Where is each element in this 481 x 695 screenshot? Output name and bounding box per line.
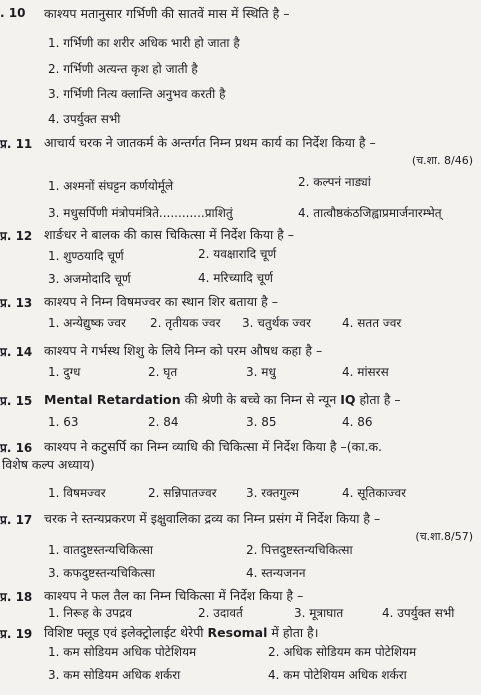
option-3: 3. कफदुष्टस्तन्यचिकित्सा	[48, 566, 155, 580]
question-number: प्र. 14	[0, 345, 33, 359]
option-4: 4. कम पोटेशियम अधिक शर्करा	[268, 668, 407, 682]
option-2: 2. अधिक सोडियम कम पोटेशियम	[268, 645, 417, 659]
reference: (च.शा.8/57)	[415, 530, 473, 543]
option-1: 1. कम सोडियम अधिक पोटेशियम	[48, 645, 197, 659]
option-3: 3. अजमोदादि चूर्ण	[48, 272, 131, 286]
option-3: 3. चतुर्थक ज्वर	[242, 316, 311, 330]
option-4: 4. मरिच्यादि चूर्ण	[198, 271, 273, 285]
option-1: 1. विषमज्वर	[48, 486, 106, 500]
reference: (च.शा. 8/46)	[411, 154, 473, 167]
option-2: 2. उदावर्त	[198, 606, 243, 620]
question-text: काश्यप ने गर्भस्थ शिशु के लिये निम्न को परम औषध कहा है –	[44, 343, 323, 358]
question-number: प्र. 18	[0, 590, 33, 604]
question-text: शार्ङधर ने बालक की कास चिकित्सा में निर्देश किया है –	[44, 227, 295, 242]
question-text: काश्यप ने निम्न विषमज्वर का स्थान शिर बताया है –	[44, 294, 278, 309]
question-number: प्र. 16	[0, 441, 33, 455]
option-1: 1. 63	[48, 415, 79, 429]
option-2: 2. तृतीयक ज्वर	[150, 316, 221, 330]
option-1: 1. गर्भिणी का शरीर अधिक भारी हो जाता है	[48, 36, 240, 50]
question-number: प्र. 15	[0, 394, 33, 408]
question-text: आचार्य चरक ने जातकर्म के अन्तर्गत निम्न प्रथम कार्य का निर्देश किया है –	[44, 135, 376, 150]
question-number: प्र. 17	[0, 513, 33, 527]
option-3: 3. मधु	[246, 365, 276, 379]
question-text-continued: विशेष कल्प अध्याय)	[2, 457, 95, 472]
option-4: 4. स्तन्यजनन	[246, 566, 306, 580]
option-4: 4. 86	[342, 415, 373, 429]
option-2: 2. कल्पनं नाड्यां	[298, 175, 371, 189]
option-3: 3. गर्भिणी नित्य क्लान्ति अनुभव करती है	[48, 87, 226, 101]
option-3: 3. रक्तगुल्म	[246, 486, 300, 500]
option-2: 2. सन्निपातज्वर	[148, 486, 217, 500]
option-3: 3. मूत्राघात	[294, 606, 344, 620]
option-2: 2. पित्तदुष्टस्तन्यचिकित्सा	[246, 543, 353, 557]
option-1: 1. निरूह के उपद्रव	[48, 606, 133, 620]
option-4: 4. मांसरस	[342, 365, 389, 379]
option-2: 2. 84	[148, 415, 179, 429]
option-1: 1. शुण्ठयादि चूर्ण	[48, 249, 124, 263]
question-text: काश्यप ने कटुसर्पि का निम्न व्याधि की चिकित्सा में निर्देश किया है –(का.क.	[44, 439, 383, 454]
question-number: प्र. 19	[0, 627, 33, 641]
option-3: 3. मधुसर्पिणी मंत्रोपमंत्रिते............प्राशितुं	[48, 206, 233, 220]
option-4: 4. उपर्युक्त सभी	[48, 112, 121, 126]
option-2: 2. यवक्षारादि चूर्ण	[198, 247, 277, 261]
option-1: 1. दुग्ध	[48, 365, 81, 379]
option-4: 4. उपर्युक्त सभी	[382, 606, 455, 620]
option-4: 4. सतत ज्वर	[342, 316, 402, 330]
question-text: काश्यप मतानुसार गर्भिणी की सातवें मास में स्थिति है –	[44, 6, 290, 21]
question-number: . 10	[0, 6, 26, 20]
question-number: प्र. 12	[0, 229, 33, 243]
option-3: 3. 85	[246, 415, 277, 429]
option-1: 1. अश्मनों संघट्टन कर्णयोर्मूले	[48, 179, 174, 193]
option-1: 1. अन्येद्युष्क ज्वर	[48, 316, 126, 330]
option-2: 2. घृत	[148, 365, 178, 379]
question-text: चरक ने स्तन्यप्रकरण में इक्षुवालिका द्रव्य का निम्न प्रसंग में निर्देश किया है –	[44, 511, 381, 526]
option-4: 4. सूतिकाज्वर	[342, 486, 407, 500]
question-number: प्र. 11	[0, 137, 33, 151]
option-4: 4. तात्वौष्ठकंठजिह्वाप्रमार्जनारम्भेत्	[298, 206, 442, 220]
option-3: 3. कम सोडियम अधिक शर्करा	[48, 668, 181, 682]
question-number: प्र. 13	[0, 296, 33, 310]
question-text: विशिष्ट फ्लूड एवं इलेक्ट्रोलाईट थेरेपी Resomal में होता है।	[44, 625, 319, 640]
question-text: काश्यप ने फल तैल का निम्न चिकित्सा में निर्देश किया है –	[44, 588, 304, 603]
option-1: 1. वातदुष्टस्तन्यचिकित्सा	[48, 543, 153, 557]
question-text: Mental Retardation की श्रेणी के बच्चे का निम्न से न्यून IQ होता है –	[44, 392, 401, 407]
option-2: 2. गर्भिणी अत्यन्त कृश हो जाती है	[48, 62, 198, 76]
